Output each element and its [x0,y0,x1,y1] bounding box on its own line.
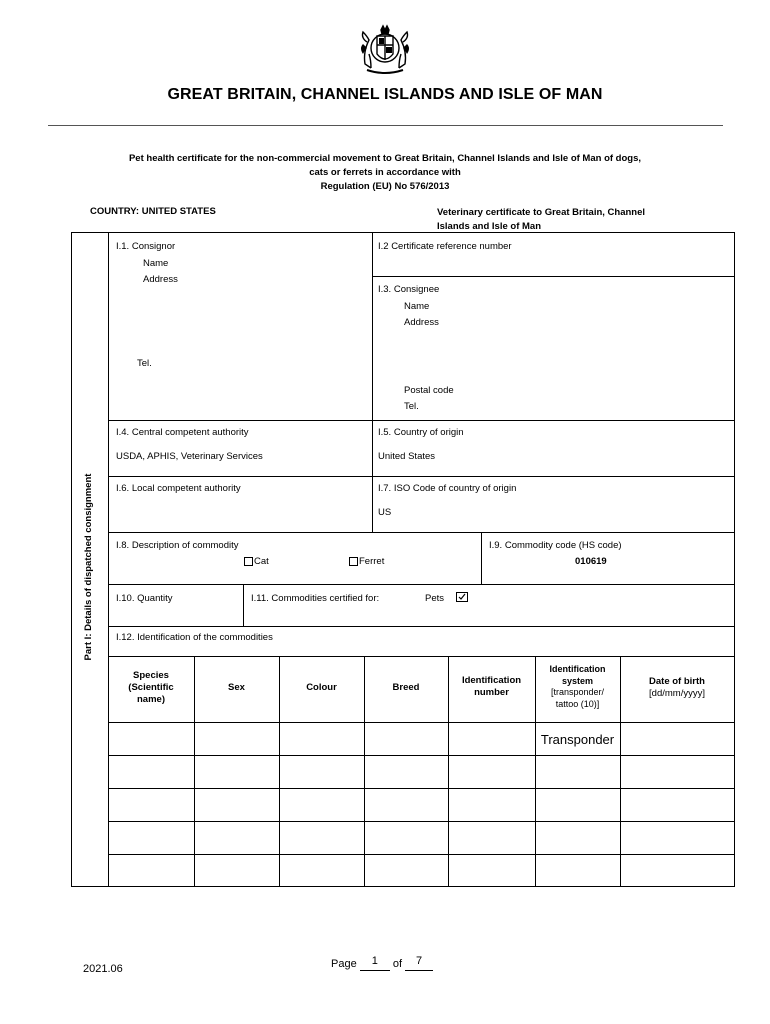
pets-checkbox[interactable] [456,592,468,602]
header-id-system-line: Identification [549,664,606,674]
table-row-line [108,854,734,855]
consignor-tel-label: Tel. [137,358,152,369]
header-id-system-line: [transponder/ [550,687,605,697]
commodity-code-value[interactable]: 010619 [575,556,607,567]
footer-version: 2021.06 [83,963,123,975]
cat-checkbox[interactable] [244,557,253,566]
commodity-code-label: I.9. Commodity code (HS code) [489,540,622,551]
country-label: COUNTRY: UNITED STATES [90,206,216,217]
mid-divider-upper [372,232,373,532]
country-origin-value[interactable]: United States [378,451,436,462]
frame-right [734,232,735,886]
certificate-subtitle [70,152,700,194]
header-species [108,670,194,706]
central-authority-value[interactable]: USDA, APHIS, Veterinary Services [116,451,263,462]
title-divider [48,125,723,126]
header-identification-number [448,675,535,699]
consignee-name-label: Name [404,301,430,312]
certified-for-label: I.11. Commodities certified for: [251,593,380,604]
header-species-line: name) [137,694,165,705]
consignee-address-label: Address [404,317,439,328]
subtitle-line: Regulation (EU) No 576/2013 [320,181,450,192]
table-top [108,656,734,657]
part-one-label: Part I: Details of dispatched consignment [83,473,94,661]
header-sex: Sex [228,682,245,693]
document-title: GREAT BRITAIN, CHANNEL ISLANDS AND ISLE OF MAN [167,86,603,103]
iso-code-value[interactable]: US [378,507,392,518]
central-authority-label: I.4. Central competent authority [116,427,249,438]
header-species-line: (Scientific [128,682,174,693]
header-dob-line: Date of birth [649,676,705,687]
frame-left [71,232,72,886]
header-id-system-line: tattoo (10)] [555,698,600,709]
royal-coat-of-arms-icon [353,24,417,76]
footer-page-number [331,955,433,971]
cat-label: Cat [254,556,269,567]
consignor-name-label: Name [143,258,169,269]
page-num-field[interactable] [360,955,390,971]
page-num-value: 1 [371,955,378,967]
iso-code-label: I.7. ISO Code of country of origin [378,483,517,494]
table-row-line [108,821,734,822]
header-identification-system [535,664,620,710]
pets-label: Pets [425,593,445,604]
quantity-divider [243,584,244,626]
commodity-code-divider [481,532,482,584]
quantity-label: I.10. Quantity [116,593,173,604]
table-row-line [108,788,734,789]
consignor-title: I.1. Consignor [116,241,176,252]
header-id-number-line: Identification [461,675,522,686]
consignee-tel-label: Tel. [404,401,419,412]
cert-ref-bottom [372,276,734,277]
row-divider-4 [108,584,734,585]
veterinary-certificate-label [437,206,707,233]
table-header-bottom [108,722,734,723]
subtitle-line: cats or ferrets in accordance with [309,167,461,178]
page-total-value: 7 [416,955,423,967]
row-divider-5 [108,626,734,627]
commodity-description-label: I.8. Description of commodity [116,540,239,551]
header-dob-line: [dd/mm/yyyy] [649,688,705,699]
consignor-address-label: Address [143,274,178,285]
table-row-line [108,755,734,756]
checkmark-icon [457,593,467,601]
header-id-system-line: system [561,675,594,686]
frame-top [71,232,735,233]
local-authority-label: I.6. Local competent authority [116,483,241,494]
subtitle-line: Pet health certificate for the non-commercial movement to Great Britain, Channel Islands and Isle of Man of dogs, [128,153,642,164]
vet-cert-line: Islands and Isle of Man [437,220,541,232]
row-divider-3 [108,532,734,533]
vet-cert-line: Veterinary certificate to Great Britain, Channel [437,207,646,218]
of-label: of [392,958,403,970]
consignee-postal-label: Postal code [404,385,454,396]
header-date-of-birth [620,676,734,700]
table-cell[interactable]: Transponder [540,732,615,747]
row-divider-2 [108,476,734,477]
frame-bottom [71,886,735,887]
header-species-line: Species [133,670,169,681]
consignee-title: I.3. Consignee [378,284,440,295]
country-origin-label: I.5. Country of origin [378,427,464,438]
header-colour: Colour [306,682,337,693]
ferret-checkbox[interactable] [349,557,358,566]
row-divider-1 [108,420,734,421]
certificate-reference-label[interactable]: I.2 Certificate reference number [378,241,512,252]
identification-label: I.12. Identification of the commodities [116,632,273,643]
page-label: Page [331,958,357,970]
page-total-field[interactable] [405,955,433,971]
header-id-number-line: number [474,687,509,698]
ferret-label: Ferret [359,556,385,567]
header-breed: Breed [392,682,420,693]
